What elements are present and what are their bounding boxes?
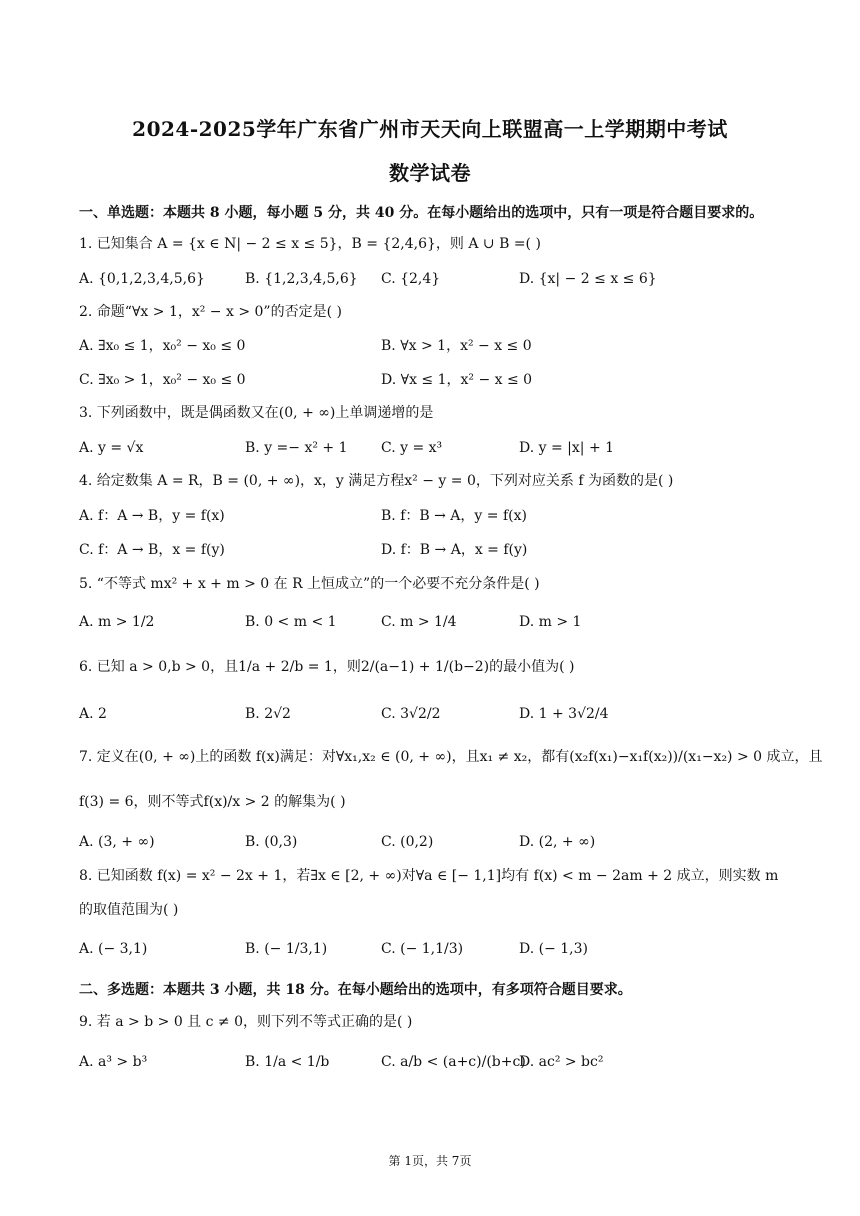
q3-option-d: D. y = |x| + 1 — [519, 440, 615, 456]
exam-title: 2024-2025学年广东省广州市天天向上联盟高一上学期期中考试 — [132, 117, 728, 141]
q3-option-c: C. y = x³ — [381, 440, 443, 456]
q7-stem-line2: f(3) = 6，则不等式f(x)/x > 2 的解集为( ) — [79, 794, 346, 810]
q9-option-a: A. a³ > b³ — [79, 1054, 148, 1070]
q4-option-c: C. f：A → B，x = f(y) — [79, 542, 225, 558]
q7-option-d: D. (2, + ∞) — [519, 834, 596, 850]
q7-stem-line1: 7. 定义在(0, + ∞)上的函数 f(x)满足：对∀x₁,x₂ ∈ (0, + ∞)，且x₁ ≠ x₂，都有(x₂f(x₁)−x₁f(x₂))/(x₁−x₂) > 0 成立，且 — [79, 749, 823, 765]
section1-heading: 一、单选题：本题共 8 小题，每小题 5 分，共 40 分。在每小题给出的选项中，只有一项是符合题目要求的。 — [79, 205, 764, 221]
q8-option-a: A. (− 3,1) — [79, 941, 148, 957]
q2-option-c: C. ∃x₀ > 1，x₀² − x₀ ≤ 0 — [79, 372, 246, 388]
q1-stem: 1. 已知集合 A = {x ∈ N| − 2 ≤ x ≤ 5}，B = {2,4,6}，则 A ∪ B =( ) — [79, 236, 541, 252]
q1-option-a: A. {0,1,2,3,4,5,6} — [79, 271, 205, 287]
q5-option-b: B. 0 < m < 1 — [245, 614, 337, 630]
q5-option-d: D. m > 1 — [519, 614, 582, 630]
q6-option-d: D. 1 + 3√2/4 — [519, 706, 609, 722]
q7-option-b: B. (0,3) — [245, 834, 298, 850]
q6-option-b: B. 2√2 — [245, 706, 291, 722]
q5-stem: 5. “不等式 mx² + x + m > 0 在 R 上恒成立”的一个必要不充分条件是( ) — [79, 576, 540, 592]
q4-option-d: D. f：B → A，x = f(y) — [381, 542, 528, 558]
q8-stem-line1: 8. 已知函数 f(x) = x² − 2x + 1，若∃x ∈ [2, + ∞)对∀a ∈ [− 1,1]均有 f(x) < m − 2am + 2 成立，则实数 m — [79, 868, 779, 884]
q8-option-b: B. (− 1/3,1) — [245, 941, 328, 957]
q1-option-d: D. {x| − 2 ≤ x ≤ 6} — [519, 271, 657, 287]
q2-option-d: D. ∀x ≤ 1，x² − x ≤ 0 — [381, 372, 533, 388]
q9-stem: 9. 若 a > b > 0 且 c ≠ 0，则下列不等式正确的是( ) — [79, 1014, 413, 1030]
q9-option-c: C. a/b < (a+c)/(b+c) — [381, 1054, 526, 1070]
q3-option-b: B. y =− x² + 1 — [245, 440, 348, 456]
q6-option-a: A. 2 — [79, 706, 107, 722]
exam-subtitle: 数学试卷 — [389, 161, 471, 185]
page-number: 第 1页，共 7页 — [388, 1154, 472, 1168]
q5-option-c: C. m > 1/4 — [381, 614, 457, 630]
q9-option-d: D. ac² > bc² — [519, 1054, 604, 1070]
q8-option-d: D. (− 1,3) — [519, 941, 588, 957]
q8-option-c: C. (− 1,1/3) — [381, 941, 464, 957]
q3-option-a: A. y = √x — [79, 440, 144, 456]
q2-option-b: B. ∀x > 1，x² − x ≤ 0 — [381, 338, 532, 354]
q7-option-c: C. (0,2) — [381, 834, 434, 850]
q1-option-c: C. {2,4} — [381, 271, 441, 287]
q2-stem: 2. 命题“∀x > 1，x² − x > 0”的否定是( ) — [79, 304, 342, 320]
q6-option-c: C. 3√2/2 — [381, 706, 441, 722]
q4-option-a: A. f：A → B，y = f(x) — [79, 508, 225, 524]
q4-option-b: B. f：B → A，y = f(x) — [381, 508, 527, 524]
q6-stem: 6. 已知 a > 0,b > 0，且1/a + 2/b = 1，则2/(a−1) + 1/(b−2)的最小值为( ) — [79, 659, 575, 675]
q9-option-b: B. 1/a < 1/b — [245, 1054, 330, 1070]
q2-option-a: A. ∃x₀ ≤ 1，x₀² − x₀ ≤ 0 — [79, 338, 246, 354]
q8-stem-line2: 的取值范围为( ) — [79, 902, 179, 918]
q3-stem: 3. 下列函数中，既是偶函数又在(0, + ∞)上单调递增的是 — [79, 405, 434, 421]
section2-heading: 二、多选题：本题共 3 小题，共 18 分。在每小题给出的选项中，有多项符合题目要求。 — [79, 982, 632, 998]
q4-stem: 4. 给定数集 A = R，B = (0, + ∞)，x，y 满足方程x² − y = 0，下列对应关系 f 为函数的是( ) — [79, 473, 674, 489]
q1-option-b: B. {1,2,3,4,5,6} — [245, 271, 358, 287]
q7-option-a: A. (3, + ∞) — [79, 834, 155, 850]
q5-option-a: A. m > 1/2 — [79, 614, 155, 630]
